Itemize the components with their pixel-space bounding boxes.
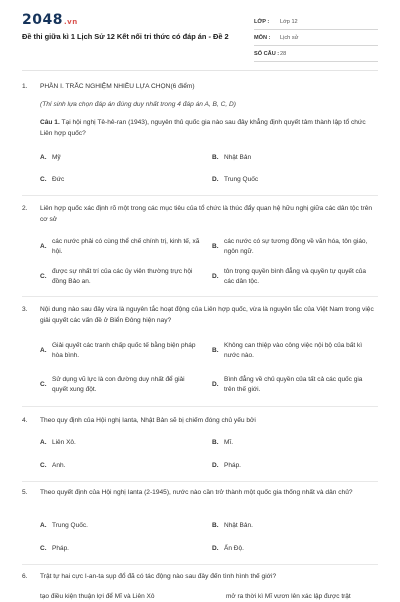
section-instruction: (Thí sinh lựa chọn đáp án đúng duy nhất trong 4 đáp án A, B, C, D) xyxy=(40,101,237,108)
option-letter: B. xyxy=(212,522,219,529)
option-letter: C. xyxy=(40,545,47,552)
option-text: Bình đẳng về chủ quyền của tất cả các quốc gia trên thế giới. xyxy=(224,376,363,393)
meta-value: Lịch sử xyxy=(280,34,299,41)
option-text: Anh. xyxy=(52,462,66,469)
question-divider xyxy=(22,406,378,407)
question-text: Liên hợp quốc xác định rõ một trong các mục tiêu của tổ chức là thúc đẩy quan hệ hữu nghị giữa các dân tộc trên cơ sở xyxy=(40,205,373,223)
option-letter: D. xyxy=(212,273,219,280)
option-text: các nước phải có cùng thể chế chính trị, kinh tế, xã hội. xyxy=(52,238,200,255)
option-letter: A. xyxy=(40,347,47,354)
option-text: Nhật Bản xyxy=(224,154,252,161)
option-text: Ấn Độ. xyxy=(224,545,244,552)
option-text: Pháp. xyxy=(52,545,69,552)
option-letter: A. xyxy=(40,439,47,446)
section-title: PHẦN I. TRẮC NGHIỆM NHIỀU LỰA CHỌN(6 điểm) xyxy=(40,83,195,90)
header-divider xyxy=(22,70,378,71)
option-text: Giải quyết các tranh chấp quốc tế bằng biện pháp hòa bình. xyxy=(52,342,196,359)
question-number: 1. xyxy=(22,83,28,90)
option-text: Liên Xô. xyxy=(52,439,76,446)
question-label: Câu 1. xyxy=(40,119,60,126)
option-text: Không can thiệp vào công việc nội bộ của bất kì nước nào. xyxy=(224,342,363,359)
meta-row-subject xyxy=(254,30,378,46)
document-title: Đề thi giữa kì 1 Lịch Sử 12 Kết nối tri thức có đáp án - Đề 2 xyxy=(22,32,229,41)
option-letter: C. xyxy=(40,381,47,388)
option-letter: B. xyxy=(212,154,219,161)
option-letter: D. xyxy=(212,462,219,469)
logo-main: 2048 xyxy=(22,12,63,28)
exam-meta xyxy=(254,14,378,62)
question-text: Theo quyết định của Hội nghị Ianta (2-1945), nước nào cần trở thành một quốc gia thống nhất và dân chủ? xyxy=(40,489,353,496)
meta-row-class xyxy=(254,14,378,30)
page-header xyxy=(0,0,400,68)
option-text: Đức xyxy=(52,176,65,183)
option-text: mở ra thời kì Mĩ vươn lên xác lập được trật xyxy=(226,593,351,600)
option-text: được sự nhất trí của các ủy viên thường trực hội đồng Bảo an. xyxy=(52,268,193,285)
question-number: 2. xyxy=(22,205,28,212)
logo-suffix: .vn xyxy=(63,18,78,26)
question-1 xyxy=(22,82,378,182)
option-letter: A. xyxy=(40,522,47,529)
option-text: Nhật Bản. xyxy=(224,522,253,529)
question-divider xyxy=(22,481,378,482)
question-number: 3. xyxy=(22,306,28,313)
meta-label: MÔN : xyxy=(254,34,271,41)
option-text: Sử dụng vũ lực là con đường duy nhất để giải quyết xung đột. xyxy=(52,376,185,393)
question-text: Nội dung nào sau đây vừa là nguyên tắc hoạt động của Liên hợp quốc, vừa là nguyên tắc của Việt Nam trong việc giải quyết các vấn đề ở Biển Đông hiện nay? xyxy=(40,306,374,324)
site-logo[interactable] xyxy=(22,12,78,28)
option-letter: A. xyxy=(40,154,47,161)
option-text: Trung Quốc. xyxy=(52,522,88,529)
option-letter: D. xyxy=(212,176,219,183)
option-letter: A. xyxy=(40,243,47,250)
option-letter: C. xyxy=(40,273,47,280)
question-number: 4. xyxy=(22,417,28,424)
option-text: Pháp. xyxy=(224,462,241,469)
meta-row-count xyxy=(254,46,378,62)
option-text: Trung Quốc xyxy=(224,176,259,183)
option-letter: B. xyxy=(212,347,219,354)
question-body: Tại hội nghị Tê-hê-ran (1943), nguyên thủ quốc gia nào sau đây khẳng định quyết tâm thành lập tổ chức Liên hợp quốc? xyxy=(40,119,366,137)
option-text: Mỹ xyxy=(52,154,61,161)
question-text: Trật tự hai cực I-an-ta sụp đổ đã có tác động nào sau đây đến tình hình thế giới? xyxy=(40,573,277,580)
option-letter: B. xyxy=(212,439,219,446)
meta-value: Lớp 12 xyxy=(280,18,298,25)
meta-label: LỚP : xyxy=(254,18,270,25)
question-divider xyxy=(22,564,378,565)
question-text xyxy=(40,118,376,139)
question-number: 5. xyxy=(22,489,28,496)
option-letter: C. xyxy=(40,176,47,183)
question-text: Theo quy định của Hội nghị Ianta, Nhật Bản sẽ bị chiếm đóng chủ yếu bởi xyxy=(40,417,256,424)
question-divider xyxy=(22,195,378,196)
option-text: Mĩ. xyxy=(224,439,234,446)
option-text: tôn trọng quyền bình đẳng và quyền tự quyết của các dân tộc. xyxy=(224,268,367,285)
question-divider xyxy=(22,296,378,297)
question-number: 6. xyxy=(22,573,28,580)
meta-value: 28 xyxy=(280,50,287,57)
option-text: các nước có sự tương đồng về văn hóa, tôn giáo, ngôn ngữ. xyxy=(224,238,368,255)
option-letter: D. xyxy=(212,381,219,388)
option-letter: D. xyxy=(212,545,219,552)
meta-label: SỐ CÂU : xyxy=(254,50,280,57)
option-letter: C. xyxy=(40,462,47,469)
option-letter: B. xyxy=(212,243,219,250)
option-text: tạo điều kiện thuận lợi để Mĩ và Liên Xô xyxy=(40,593,155,600)
